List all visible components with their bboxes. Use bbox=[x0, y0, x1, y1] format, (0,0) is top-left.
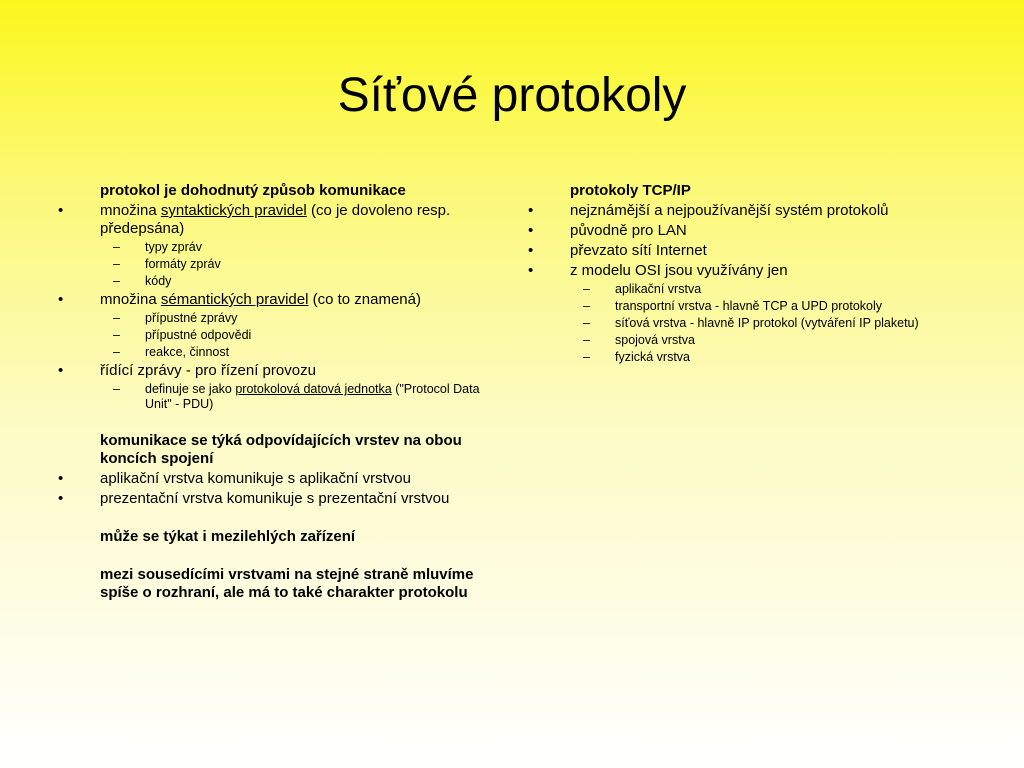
tcpip-item: • nejznámější a nejpoužívanější systém protokolů bbox=[528, 202, 889, 219]
bullet-marker: • bbox=[528, 222, 534, 239]
dash-marker: – bbox=[583, 316, 590, 330]
dash-marker: – bbox=[583, 350, 590, 364]
osi-layer-item: – transportní vrstva - hlavně TCP a UPD protokoly bbox=[583, 299, 883, 313]
protocol-definition-heading: protokol je dohodnutý způsob komunikace bbox=[100, 182, 406, 199]
intermediate-devices-heading: může se týkat i mezilehlých zařízení bbox=[100, 528, 356, 545]
layer-communication-heading: komunikace se týká odpovídajících vrstev na obou koncích spojení bbox=[100, 432, 462, 467]
pdu-subitem: – definuje se jako protokolová datová jednotka ("Protocol Data Unit" - PDU) bbox=[113, 382, 480, 411]
right-column bbox=[524, 182, 984, 365]
dash-marker: – bbox=[113, 382, 120, 396]
osi-layer-item: – spojová vrstva bbox=[583, 333, 695, 347]
dash-marker: – bbox=[113, 328, 120, 342]
dash-marker: – bbox=[113, 240, 120, 254]
dash-marker: – bbox=[583, 299, 590, 313]
syntax-rules-link[interactable]: syntaktických pravidel bbox=[160, 202, 307, 219]
pdu-link[interactable]: protokolová datová jednotka bbox=[235, 382, 392, 396]
interface-heading: mezi sousedícími vrstvami na stejné straně mluvíme spíše o rozhraní, ale má to také charakter protokolu bbox=[100, 566, 474, 601]
layer-item: • prezentační vrstva komunikuje s prezentační vrstvou bbox=[58, 490, 450, 507]
dash-marker: – bbox=[113, 274, 120, 288]
dash-marker: – bbox=[583, 282, 590, 296]
bullet-marker: • bbox=[528, 242, 534, 259]
syntax-rules-item: • množina syntaktických pravidel (co je dovoleno resp. předepsána) bbox=[58, 202, 451, 237]
syntax-subitem: – kódy bbox=[113, 274, 172, 288]
layer-item: • aplikační vrstva komunikuje s aplikační vrstvou bbox=[58, 470, 411, 487]
osi-layer-item: – aplikační vrstva bbox=[583, 282, 702, 296]
osi-layer-item: – síťová vrstva - hlavně IP protokol (vytváření IP plaketu) bbox=[583, 316, 919, 330]
tcpip-item: • původně pro LAN bbox=[528, 222, 687, 239]
dash-marker: – bbox=[113, 311, 120, 325]
tcpip-item: • z modelu OSI jsou využívány jen bbox=[528, 262, 788, 279]
dash-marker: – bbox=[113, 257, 120, 271]
semantic-rules-link[interactable]: sémantických pravidel bbox=[160, 291, 309, 308]
bullet-marker: • bbox=[58, 291, 64, 308]
semantic-subitem: – přípustné zprávy bbox=[113, 311, 238, 325]
bullet-marker: • bbox=[58, 362, 64, 379]
syntax-subitem: – typy zpráv bbox=[113, 240, 202, 254]
slide-title: Síťové protokoly bbox=[337, 69, 687, 122]
left-column bbox=[54, 182, 494, 602]
dash-marker: – bbox=[113, 345, 120, 359]
semantic-subitem: – přípustné odpovědi bbox=[113, 328, 252, 342]
semantic-subitem: – reakce, činnost bbox=[113, 345, 230, 359]
dash-marker: – bbox=[583, 333, 590, 347]
semantic-rules-item: • množina sémantických pravidel (co to znamená) bbox=[58, 291, 421, 308]
bullet-marker: • bbox=[528, 262, 534, 279]
bullet-marker: • bbox=[58, 470, 64, 487]
control-messages-item: • řídící zprávy - pro řízení provozu bbox=[58, 362, 316, 379]
syntax-subitem: – formáty zpráv bbox=[113, 257, 221, 271]
bullet-marker: • bbox=[528, 202, 534, 219]
osi-layer-item: – fyzická vrstva bbox=[583, 350, 691, 364]
bullet-marker: • bbox=[58, 490, 64, 507]
tcpip-heading: protokoly TCP/IP bbox=[570, 182, 691, 199]
tcpip-item: • převzato sítí Internet bbox=[528, 242, 707, 259]
bullet-marker: • bbox=[58, 202, 64, 219]
